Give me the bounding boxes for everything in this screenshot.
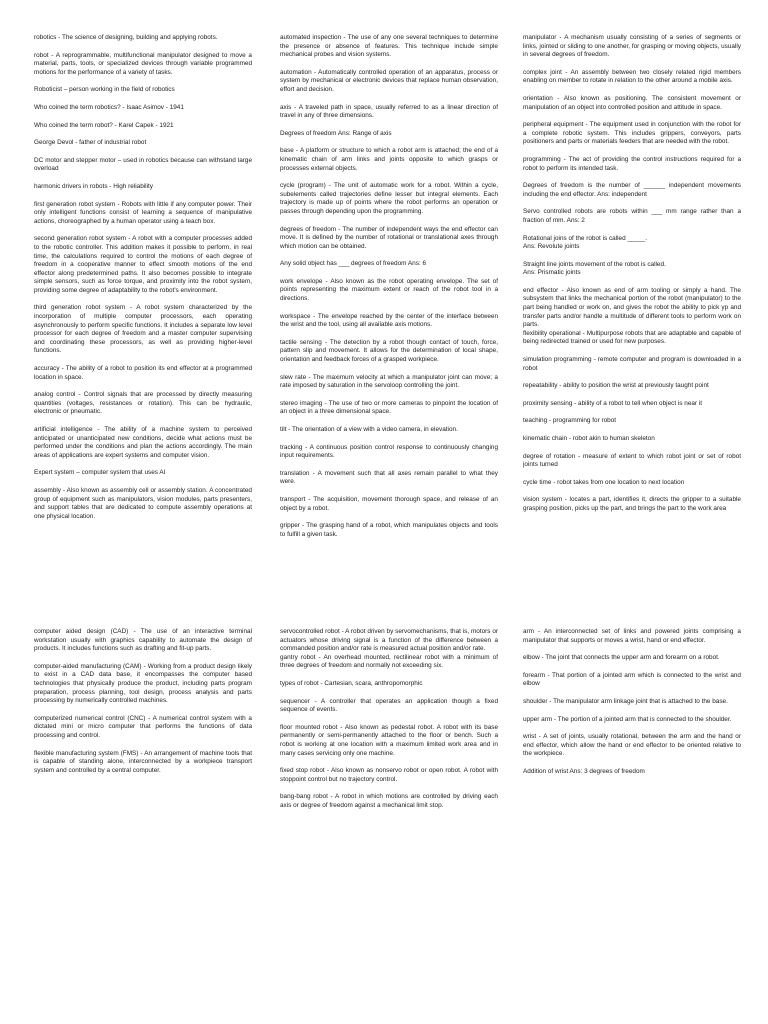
- term-definition: second generation robot system - A robot with a computer processes added to the robotic controller. This addition makes it possible to perform, in real time, the calculations required to control the motions of each degree of freedom in a cooperative manner to effect smooth motions of the end effector along predetermined paths. It also becomes possible to integrate simple sensors, such as force torque, and proximity into the robot system, providing some degree of adaptability to the robot's environment.: [34, 235, 252, 294]
- term-definition: slew rate - The maximum velocity at which a manipulator joint can move; a rate imposed by saturation in the servoloop controlling the joint.: [280, 373, 498, 390]
- term-definition: servocontrolled robot - A robot driven by servomechanisms, that is, motors or actuators whose driving signal is a function of the difference between a commanded position and/or rate is measured actual position and/or rate. gantry robot - An overhead mounted, rectilinear robot with a minimum of three degrees of freedom and normally not exceeding six.: [280, 628, 498, 670]
- term-definition: computerized numerical control (CNC) - A numerical control system with a dictated mini or micro computer that performs the functions of data processing and control.: [34, 714, 252, 739]
- term-definition: programming - The act of providing the control instructions required for a robot to perform its intended task.: [523, 155, 741, 172]
- term-definition: bang-bang robot - A robot in which motions are controlled by driving each axis or degree of freedom against a mechanical limit stop.: [280, 793, 498, 809]
- term-definition: simulation programming - remote computer and program is downloaded in a robot: [523, 356, 741, 372]
- term-definition: workspace - The envelope reached by the center of the interface between the wrist and the tool, using all available axis motions.: [280, 312, 498, 329]
- term-definition: arm - An interconnected set of links and powered joints comprising a manipulator that supports or moves a wrist, hand or end effector.: [523, 628, 741, 644]
- term-definition: accuracy - The ability of a robot to position its end effector at a programmed location in space.: [34, 365, 252, 381]
- term-definition: Who coined the term robot? - Karel Capek - 1921: [34, 121, 174, 129]
- term-definition: Who coined the term robotics? - Isaac Asimov - 1941: [34, 103, 184, 111]
- term-definition: cycle (program) - The unit of automatic work for a robot. Within a cycle, subelements called trajectories define lesser but integral elements. Each trajectory is made up of points where the robot performs an operation or passes through depending upon the programming.: [280, 182, 498, 215]
- term-definition: Straight line joints movement of the robot is called. Ans: Prismatic joints: [523, 260, 666, 277]
- term-definition: sequencer - A controller that operates an application though a fixed sequence of events.: [280, 697, 498, 714]
- term-definition: elbow - The joint that connects the upper arm and forearm on a robot.: [523, 654, 720, 662]
- term-definition: floor mounted robot - Also known as pedestal robot. A robot with its base permanently or semi-permanently attached to the floor or bench. Such a robot is working at one location with a maximum limited work area and in many cases servicing only one machine.: [280, 723, 498, 757]
- term-definition: wrist - A set of joints, usually rotational, between the arm and the hand or end effector, which allow the hand or end effector to be oriented relative to the workpiece.: [523, 733, 741, 758]
- top-right-column: [523, 34, 741, 574]
- term-definition: Degrees of freedom is the number of ______ independent movements including the end effector. Ans: independent: [523, 182, 741, 198]
- term-definition: computer-aided manufacturing (CAM) - Working from a product design likely to exist in a CAD data base, it encompasses the computer based technologies that physically produce the product, including parts program preparation, process planning, tool design, process analysis and parts processing by numerically controlled machines.: [34, 662, 252, 705]
- term-definition: fixed stop robot - Also known as nonservo robot or open robot. A robot with stoppoint control but no trajectory control.: [280, 767, 498, 783]
- term-definition: orientation - Also known as positioning. The consistent movement or manipulation of an object into controlled position and attitude in space.: [523, 94, 741, 111]
- term-definition: end effector - Also known as end of arm tooling or simply a hand. The subsystem that links the mechanical portion of the robot (manipulator) to the part being handled or work on, and gives the robot the ability to pick yp and transfer parts and/or handle a multitude of different tools to perform work on parts. flexibility operational - Multipurpose robots that are adaptable and capable of being redirected trained or used for new purposes.: [523, 286, 741, 346]
- term-definition: Rotational joins of the robot is called _____. Ans: Revolute joints: [523, 234, 647, 251]
- term-definition: manipulator - A mechanism usually consisting of a series of segments or links, jointed or sliding to one another, for grasping or moving objects, usually in several degrees of freedom.: [523, 34, 741, 59]
- term-definition: computer aided design (CAD) - The use of an interactive terminal workstation usually with graphics capability to automate the design of products. It includes functions such as drafting and fit-up parts.: [34, 628, 252, 653]
- term-definition: shoulder - The manipulator arm linkage joint that is attached to the base.: [523, 697, 728, 705]
- term-definition: analog control - Control signals that are processed by directly measuring quantities (voltages, resistances or rotation). This can be hydraulic, electronic or pneumatic.: [34, 391, 252, 416]
- term-definition: complex joint - An assembly between two closely related rigid members enabling on member to rotate in relation to the other around a mobile axis.: [523, 68, 741, 85]
- term-definition: axis - A traveled path in space, usually referred to as a linear direction of travel in any of three dimensions.: [280, 103, 498, 120]
- term-definition: robotics - The science of designing, building and applying robots.: [34, 34, 218, 41]
- term-definition: Degrees of freedom Ans: Range of axis: [280, 129, 392, 137]
- term-definition: flexible manufacturing system (FMS) - An arrangement of machine tools that is capable of standing alone, interconnected by a workpiece transport system and controlled by a central computer.: [34, 749, 252, 774]
- term-definition: third generation robot system - A robot system characterized by the incorporation of multiple computer processors, each operating asynchronously to perform specific functions. It includes a separate low level processor for each degree of freedom and a master computer supervising and coordinating these processors, as well as providing higher-level functions.: [34, 304, 252, 355]
- term-definition: Roboticist – person working in the field of robotics: [34, 86, 175, 94]
- term-definition: translation - A movement such that all axes remain parallel to what they were.: [280, 469, 498, 486]
- term-definition: assembly - Also known as assembly cell or assembly station. A concentrated group of equipment such as manipulators, vision modules, parts presenters, and support tables that are dedicated to compute assembly operations at one physical location.: [34, 486, 252, 520]
- term-definition: Expert system – computer system that uses AI: [34, 469, 166, 477]
- term-definition: types of robot - Cartesian, scara, anthropomorphic: [280, 679, 423, 687]
- term-definition: harmonic drivers in robots - High reliability: [34, 182, 153, 190]
- term-definition: kinematic chain - robot akin to human skeleton: [523, 435, 655, 442]
- term-definition: repeatability - ability to position the wrist at previously taught point: [523, 382, 709, 390]
- term-definition: teaching - programming for robot: [523, 417, 617, 425]
- bottom-right-column: [523, 628, 741, 1024]
- term-definition: Servo controlled robots are robots within ___ mm range rather than a fraction of mm. Ans: 2: [523, 208, 741, 224]
- term-definition: stereo imaging - The use of two or more cameras to pinpoint the location of an object in a three dimensional space.: [280, 399, 498, 416]
- bottom-left-column: [34, 628, 252, 1024]
- term-definition: forearm - That portion of a jointed arm which is connected to the wrist and elbow: [523, 671, 741, 688]
- top-middle-column: [280, 34, 498, 574]
- term-definition: vision system - locates a part, identifies it, directs the gripper to a suitable grasping position, picks up the part, and brings the part to the work area: [523, 496, 741, 512]
- term-definition: tilt - The orientation of a view with a video camera, in elevation.: [280, 426, 458, 433]
- term-definition: work envelope - Also known as the robot operating envelope. The set of points representing the maximum extent or reach of the robot tool in a directions.: [280, 277, 498, 303]
- term-definition: automation - Automatically controlled operation of an apparatus, process or system by mechanical or electronic devices that replace human observation, effort and decision.: [280, 68, 498, 93]
- term-definition: automated inspection - The use of any one several techniques to determine the presence or absence of features. This technique include simple mechanical probes and vision systems.: [280, 34, 498, 59]
- bottom-middle-column: [280, 628, 498, 1024]
- term-definition: upper arm - The portion of a jointed arm that is connected to the shoulder.: [523, 715, 732, 723]
- term-definition: base - A platform or structure to which a robot arm is attached; the end of a kinematic chain of arm links and joints opposite to which grasps or processes external objects.: [280, 147, 498, 172]
- term-definition: tactile sensing - The detection by a robot though contact of touch, force, pattern slip and movement. It allows for the determination of local shape, orientation and feedback forces of a grasped workpiece.: [280, 338, 498, 364]
- term-definition: degree of rotation - measure of extent to which robot joint or set of robot joints turned: [523, 452, 741, 469]
- term-definition: George Devol - father of industrial robot: [34, 139, 147, 147]
- term-definition: first generation robot system - Robots with little if any computer power. Their only intelligent functions consist of learning a sequence of manipulative actions, choreographed by a human operator using a teach box.: [34, 200, 252, 225]
- term-definition: tracking - A continuous position control response to continuously changing input requirements.: [280, 443, 498, 460]
- term-definition: robot - A reprogrammable, multifunctional manipulator designed to move a material, parts, tools, or specialized devices through variable programmed motions for the performance of a variety of tasks.: [34, 51, 252, 76]
- term-definition: peripheral equipment - The equipment used in conjunction with the robot for a complete robotic system. This includes grippers, conveyors, parts positioners and parts or materials feeders that are needed with the robot.: [523, 121, 741, 146]
- term-definition: DC motor and stepper motor – used in robotics because can withstand large overload: [34, 156, 252, 173]
- term-definition: Addition of wrist Ans: 3 degrees of freedom: [523, 767, 645, 775]
- term-definition: artificial intelligence - The ability of a machine system to perceived anticipated or unanticipated new conditions, decide what actions must be performed under the conditions and plan the actions accordingly. The main areas of applications are expert systems and computer vision.: [34, 426, 252, 459]
- term-definition: cycle time - robot takes from one location to next location: [523, 478, 685, 486]
- top-left-column: [34, 34, 252, 574]
- term-definition: degrees of freedom - The number of independent ways the end effector can move. It is defined by the number of rotational or translational axes through which motion can be obtained.: [280, 225, 498, 250]
- term-definition: gripper - The grasping hand of a robot, which manipulates objects and tools to fulfill a given task.: [280, 522, 498, 538]
- term-definition: Any solid object has ___ degrees of freedom Ans: 6: [280, 260, 427, 268]
- term-definition: proximity sensing - ability of a robot to tell when object is near it: [523, 399, 703, 407]
- term-definition: transport - The acquisition, movement thorough space, and release of an object by a robot.: [280, 495, 498, 512]
